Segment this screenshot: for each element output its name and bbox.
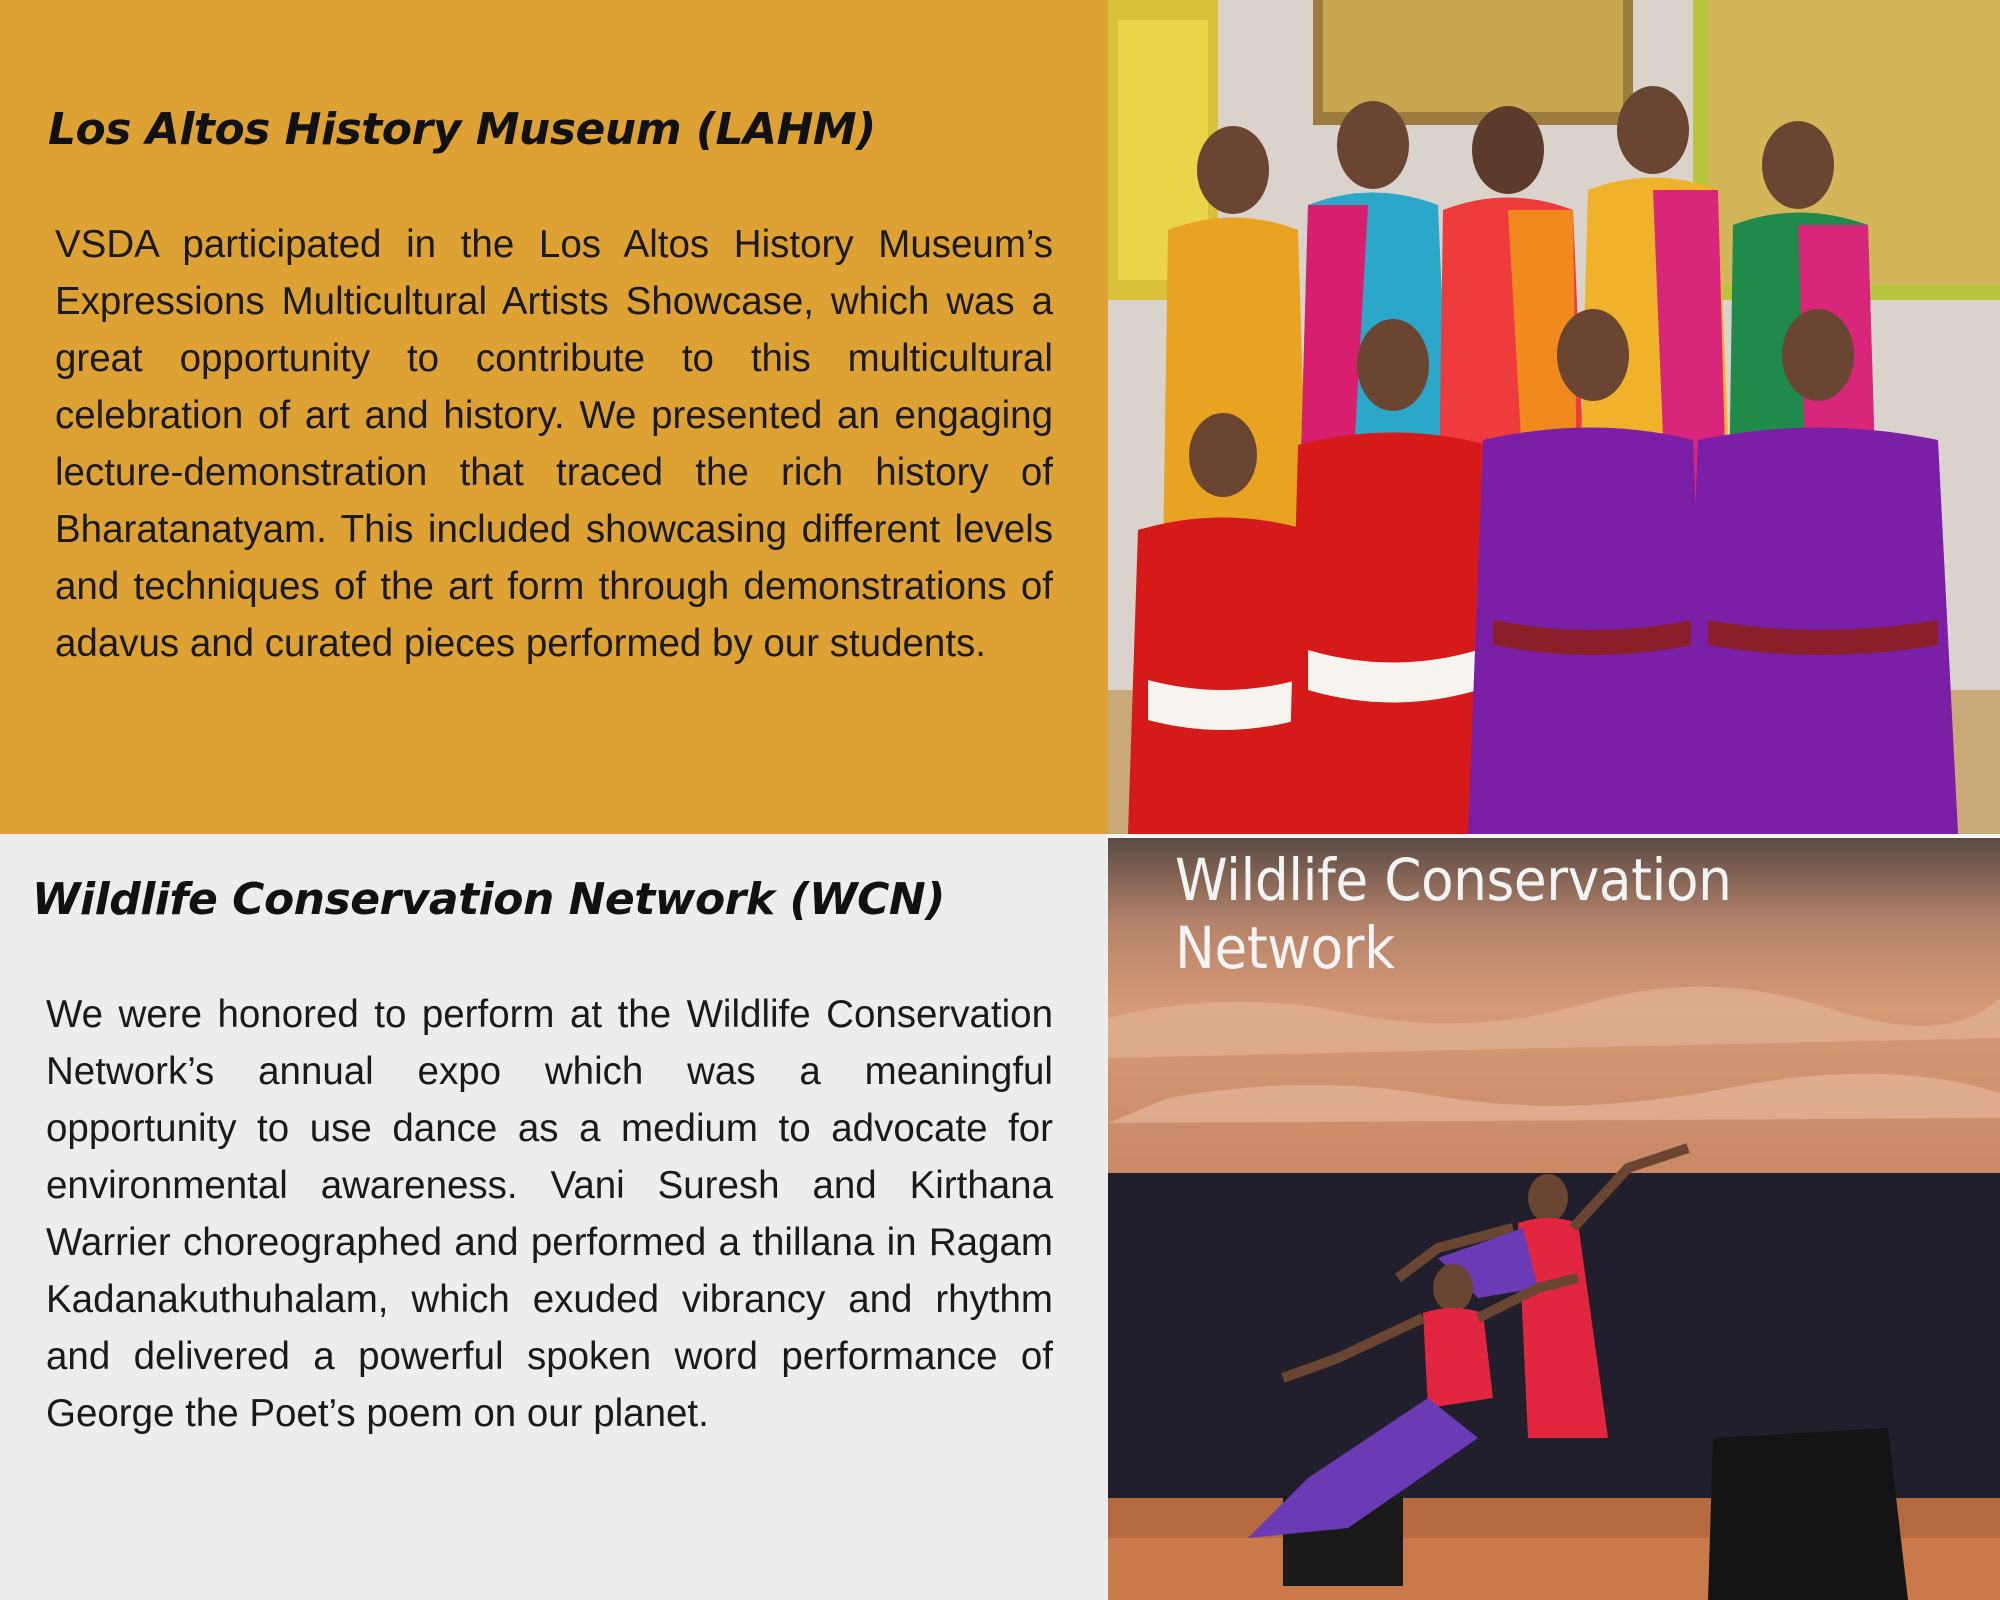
- lahm-heading: Los Altos History Museum (LAHM): [48, 104, 876, 155]
- lahm-description: VSDA participated in the Los Altos History Museum’s Expressions Multicultural Artists Showcase, which was a great opportunity to contribute to this multicultural celebration of art and history. We presented an engaging lecture-demonstration that traced the rich history of Bharatanatyam. This included showcasing different levels and techniques of the art form through demonstrations of adavus and curated pieces performed by our students.: [55, 223, 1053, 665]
- wcn-banner-text: Wildlife Conservation Network: [1175, 846, 1732, 982]
- lahm-group-photo: [1108, 0, 2000, 834]
- wcn-heading: Wildlife Conservation Network (WCN): [32, 874, 945, 925]
- wcn-description: We were honored to perform at the Wildlife Conservation Network’s annual expo which was a meaningful opportunity to use dance as a medium to advocate for environmental awareness. Vani Suresh and Kirthana Warrier choreographed and performed a thillana in Ragam Kadanakuthuhalam, which exuded vibrancy and rhythm and delivered a powerful spoken word performance of George the Poet’s poem on our planet.: [46, 993, 1053, 1435]
